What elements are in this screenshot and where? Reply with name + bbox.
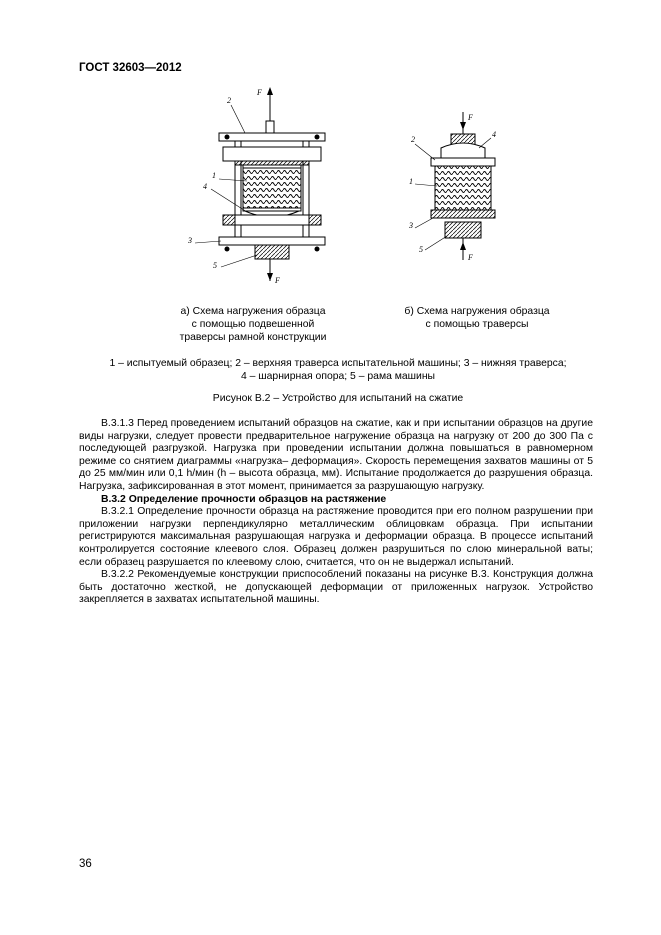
label-a-2: 2	[227, 96, 231, 105]
paragraph-b321: В.3.2.1 Определение прочности образца на растяжение проводится при его полном разрушении при приложении нагрузки перпендикулярно металлическим облицовкам образца. При испытании регистрируются максимальная разрушающая нагрузка и деформации образца. В процессе испытаний контролируется состояние клеевого слоя. Образец должен разрушиться по слою минеральной ваты; если образец разрушается по клеевому слою, считается, что он не выдержал испытаний.	[79, 506, 593, 568]
label-b-3: 3	[409, 221, 413, 230]
label-b-2: 2	[411, 135, 415, 144]
caption-a-line-2: с помощью подвешенной	[191, 319, 315, 330]
label-a-4: 4	[203, 182, 207, 191]
caption-b-line-2: с помощью траверсы	[425, 319, 529, 330]
legend-line-1: 1 – испытуемый образец; 2 – верхняя траверса испытательной машины; 3 – нижняя траверса;	[109, 358, 567, 369]
label-b-4: 4	[492, 130, 496, 139]
page-number: 36	[79, 858, 92, 870]
figure-title: Рисунок В.2 – Устройство для испытаний на сжатие	[212, 393, 464, 404]
document-header: ГОСТ 32603—2012	[79, 62, 182, 74]
label-b-5: 5	[419, 245, 423, 254]
figure-legend	[78, 357, 598, 383]
caption-a-line-3: траверсы рамной конструкции	[179, 332, 327, 343]
label-a-3: 3	[188, 236, 192, 245]
section-heading-b32: В.3.2 Определение прочности образцов на растяжение	[101, 493, 387, 505]
caption-b	[382, 305, 572, 331]
paragraph-b313: В.3.1.3 Перед проведением испытаний образцов на сжатие, как и при испытании образцов на другие виды нагрузки, следует провести предварительное нагружение образца на нагрузку от 200 до 300 Па с последующей разгрузкой. Нагрузка при проведении испытании должна повышаться в равномерном режиме со снятием диаграммы «нагрузка– деформация». Скорость перемещения захватов машины от 5 до 25 мм/мин или 0,1 h/мин (h – высота образца, мм). Испытание продолжается до разрушения образца. Нагрузка, зафиксированная в этот момент, принимается за разрушающую нагрузку.	[79, 418, 593, 492]
force-label-a-bottom: F	[275, 276, 280, 285]
figure-b-diagram	[405, 110, 515, 270]
force-label-b-bottom: F	[468, 253, 473, 262]
force-label-b: F	[468, 113, 473, 122]
caption-b-line-1: б) Схема нагружения образца	[404, 306, 550, 317]
body-text	[79, 418, 593, 607]
caption-a	[158, 305, 348, 344]
label-a-1: 1	[212, 171, 216, 180]
force-label-a: F	[257, 88, 262, 97]
paragraph-b322: В.3.2.2 Рекомендуемые конструкции приспособлений показаны на рисунке В.3. Конструкция должна быть достаточно жесткой, не допускающей деформации от приложенных нагрузок. Устройство закрепляется в захватах испытательной машины.	[79, 569, 593, 606]
figure-a-diagram	[175, 85, 345, 295]
label-a-5: 5	[213, 261, 217, 270]
legend-line-2: 4 – шарнирная опора; 5 – рама машины	[240, 371, 436, 382]
label-b-1: 1	[409, 177, 413, 186]
caption-a-line-1: а) Схема нагружения образца	[180, 306, 326, 317]
